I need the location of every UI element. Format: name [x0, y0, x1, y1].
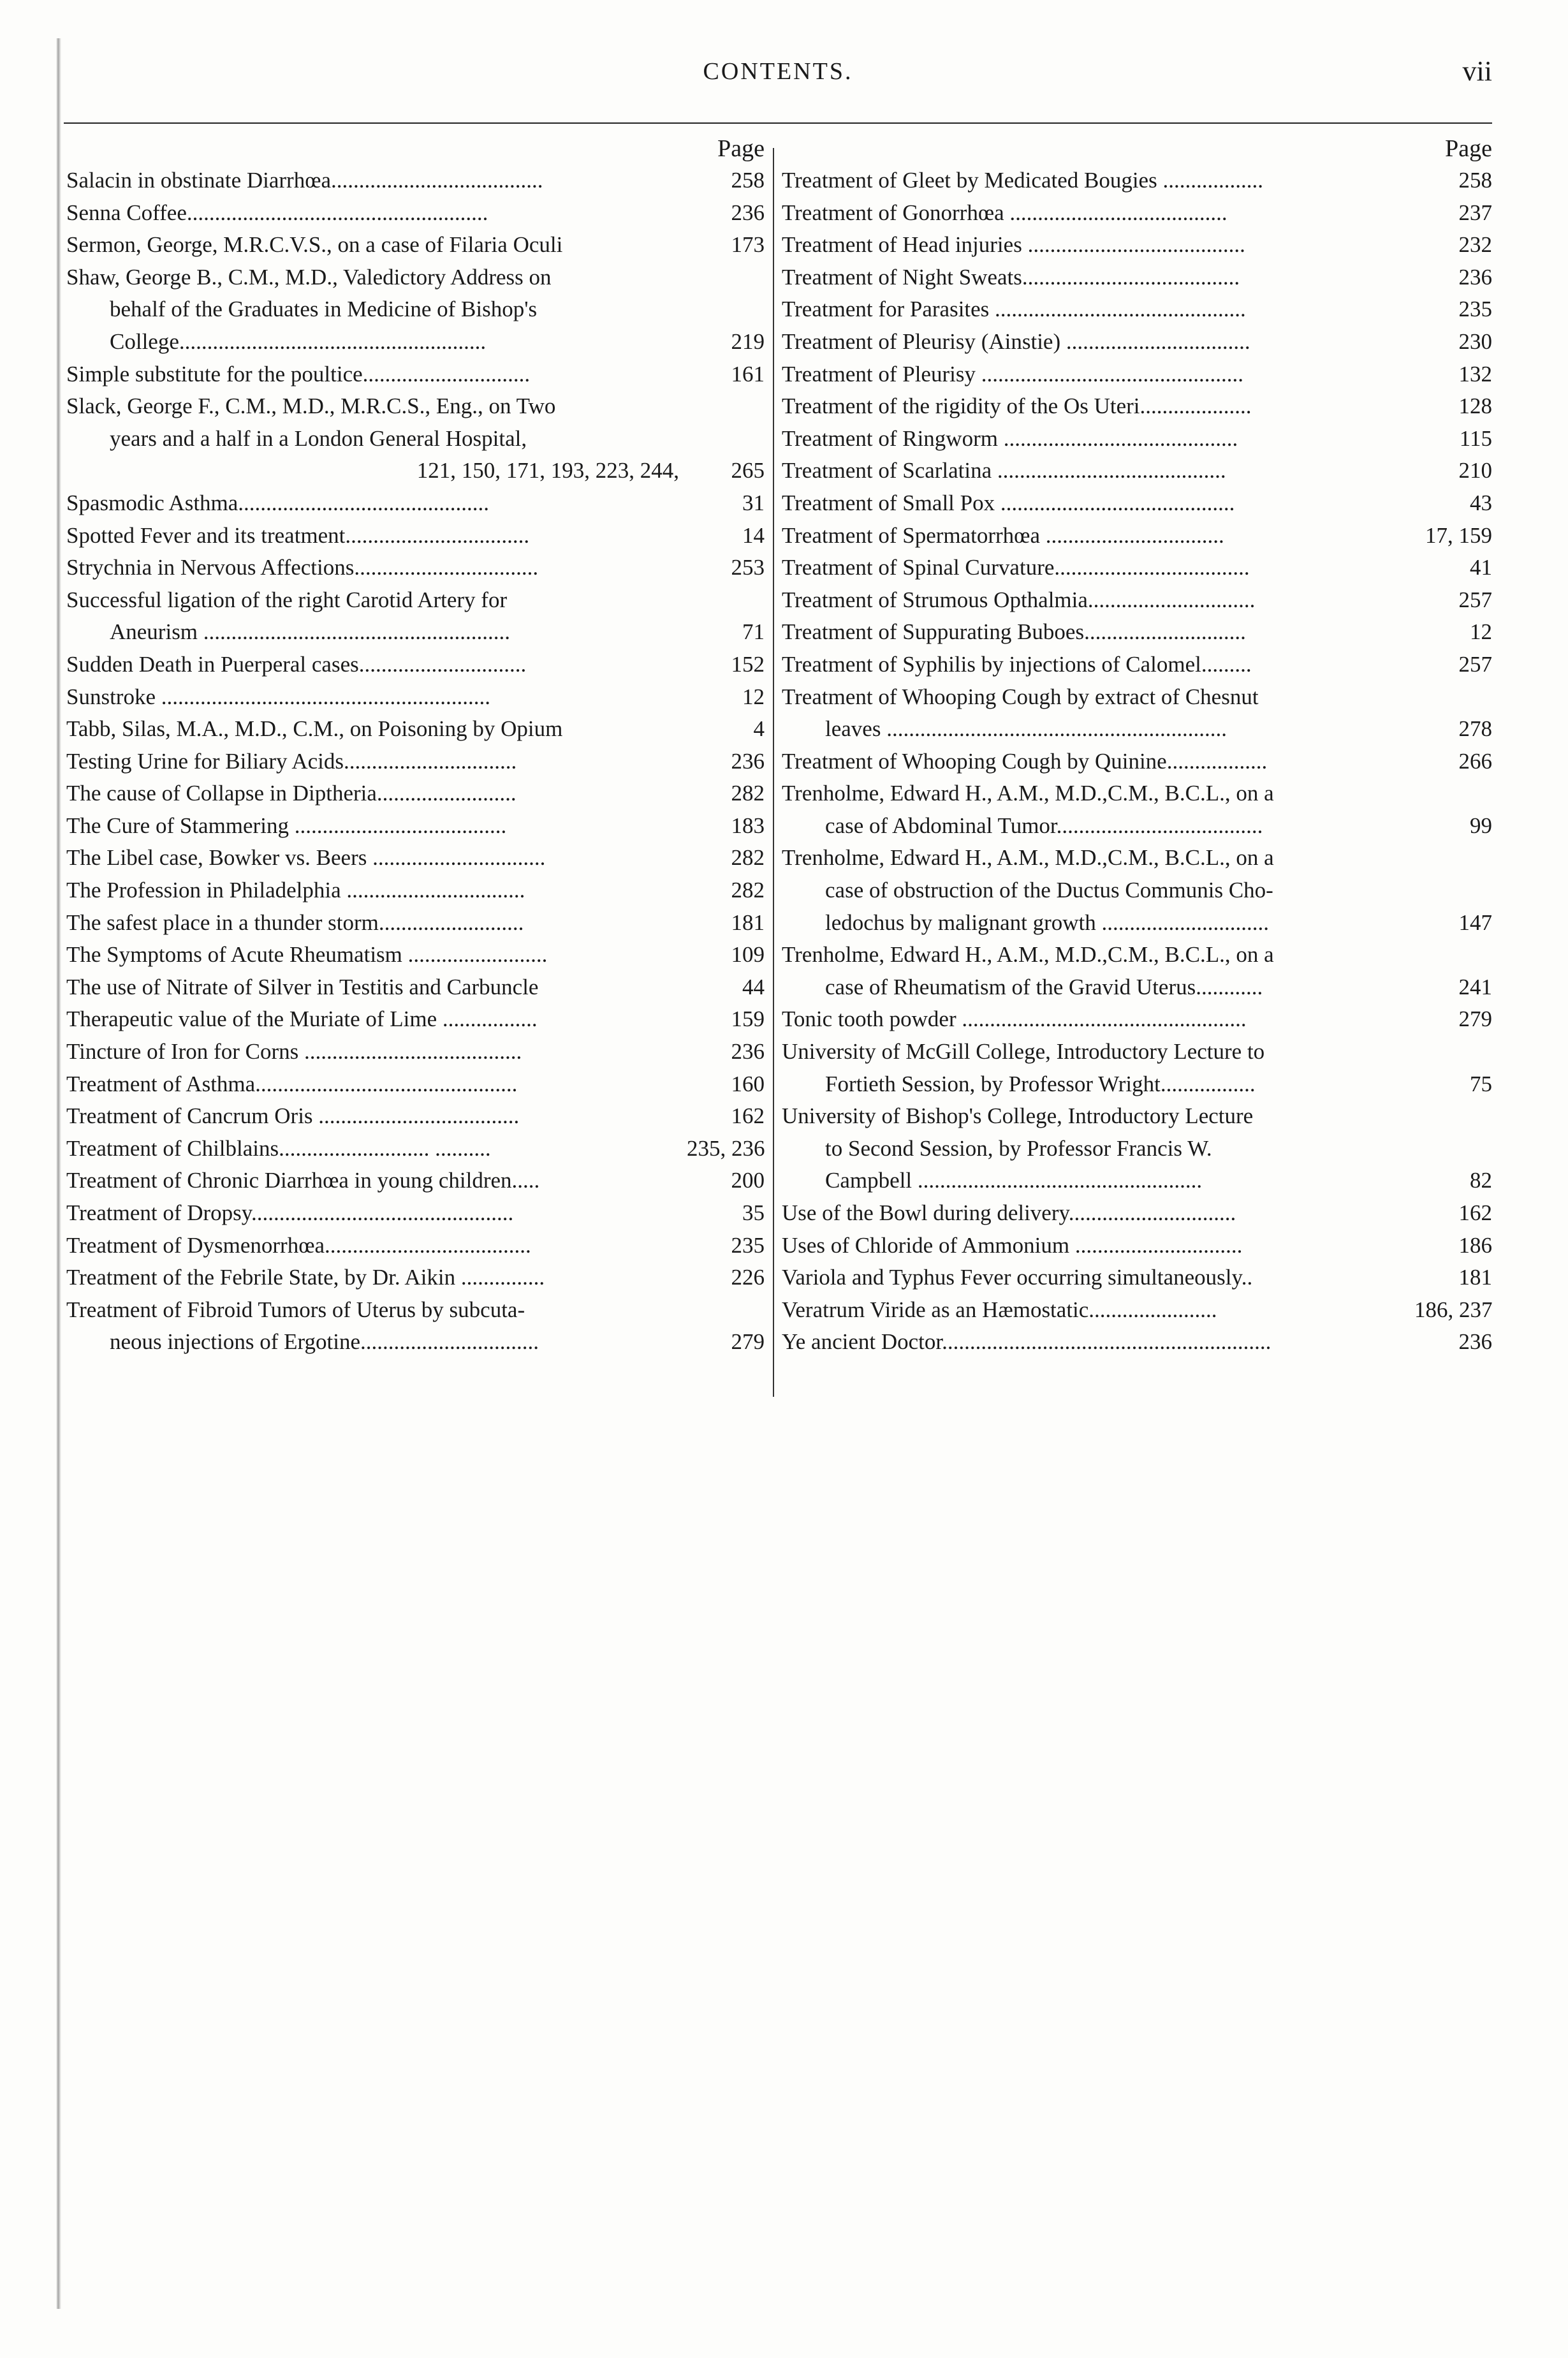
entry-page-number: 115: [1459, 425, 1492, 451]
entry-page-number: 186: [1458, 1232, 1492, 1258]
index-entry: [782, 1262, 1492, 1294]
entry-text: Treatment of Spermatorrhœa ................................: [782, 522, 1224, 548]
entry-text: The safest place in a thunder storm..........................: [66, 910, 524, 935]
entry-page-number: 99: [1470, 813, 1492, 838]
index-entry: [782, 1326, 1492, 1359]
entry-page-number: 258: [1458, 168, 1492, 193]
entry-text: University of Bishop's College, Introductory Lecture: [782, 1103, 1254, 1129]
entry-text: University of McGill College, Introductory Lecture to: [782, 1039, 1265, 1065]
entry-page-number: 31: [742, 490, 765, 515]
index-entry: [782, 455, 1492, 487]
entry-page-number: 258: [731, 168, 765, 193]
entry-page-number: 235: [1458, 297, 1492, 322]
entry-page-number: 282: [731, 845, 765, 871]
entry-text: Treatment of Asthma...............................................: [66, 1071, 518, 1096]
entry-text: Treatment of Cancrum Oris ....................................: [66, 1103, 520, 1129]
entry-page-number: 147: [1458, 910, 1492, 935]
entry-text: Treatment of Strumous Opthalmia..............................: [782, 587, 1256, 612]
index-entry: [66, 1100, 765, 1133]
entry-text: The Libel case, Bowker vs. Beers ...............................: [66, 845, 546, 871]
index-entry: [782, 165, 1492, 197]
index-entry: [782, 971, 1492, 1004]
entry-text: Treatment of Ringworm ..........................................: [782, 425, 1238, 451]
entry-text: Simple substitute for the poultice..............................: [66, 361, 531, 387]
index-entry: [66, 842, 765, 874]
entry-page-number: 279: [731, 1329, 765, 1355]
entry-page-number: 181: [1458, 1265, 1492, 1290]
entry-text: Treatment of Dropsy...............................................: [66, 1200, 514, 1225]
entry-text: College.......................................................: [110, 328, 487, 354]
entry-page-number: 241: [1458, 974, 1492, 999]
entry-page-number: 12: [742, 684, 765, 709]
entry-page-number: 159: [731, 1006, 765, 1032]
entry-page-number: 162: [1458, 1200, 1492, 1225]
index-entry: [782, 1133, 1492, 1165]
entry-page-number: 279: [1458, 1006, 1492, 1032]
entry-page-number: 181: [731, 910, 765, 935]
entry-text: case of Abdominal Tumor.....................................: [825, 813, 1263, 838]
index-entry: [66, 197, 765, 230]
entry-text: The cause of Collapse in Diptheria.........................: [66, 781, 517, 806]
index-entry: [66, 810, 765, 843]
index-entry: [66, 713, 765, 746]
entry-text: Sudden Death in Puerperal cases..............................: [66, 651, 527, 677]
entry-text: Treatment for Parasites .............................................: [782, 297, 1246, 322]
index-entry: [66, 746, 765, 778]
entry-page-number: 44: [742, 974, 765, 999]
left-entry-list: [66, 165, 765, 1359]
index-entry: [66, 423, 765, 455]
index-entry: [782, 197, 1492, 230]
entry-text: Use of the Bowl during delivery..............................: [782, 1200, 1236, 1225]
entry-text: Trenholme, Edward H., A.M., M.D.,C.M., B.C.L., on a: [782, 781, 1274, 806]
index-entry: [66, 1262, 765, 1294]
index-entry: [782, 487, 1492, 520]
index-entry: [66, 165, 765, 197]
index-entry: [782, 390, 1492, 423]
entry-page-number: 183: [731, 813, 765, 838]
index-entry: [782, 423, 1492, 455]
entry-page-number: 4: [753, 716, 765, 742]
entry-page-number: 282: [731, 781, 765, 806]
entry-text: Successful ligation of the right Carotid Artery for: [66, 587, 508, 612]
entry-page-number: 266: [1458, 748, 1492, 774]
entry-text: Treatment of Scarlatina .........................................: [782, 458, 1226, 483]
entry-text: Campbell ...................................................: [825, 1168, 1203, 1193]
index-entry: [782, 358, 1492, 391]
index-entry: [66, 649, 765, 681]
index-entry: [66, 1133, 765, 1165]
entry-page-number: 257: [1458, 651, 1492, 677]
entry-text: The Profession in Philadelphia ................................: [66, 878, 525, 903]
entry-text: Treatment of Pleurisy ...............................................: [782, 361, 1243, 387]
index-entry: [66, 777, 765, 810]
entry-page-number: 237: [1458, 200, 1492, 225]
entry-text: Veratrum Viride as an Hæmostatic.......................: [782, 1297, 1217, 1322]
entry-text: Treatment of Whooping Cough by extract of Chesnut: [782, 684, 1259, 709]
running-head: [64, 51, 1492, 96]
entry-text: years and a half in a London General Hospital,: [110, 425, 527, 451]
entry-page-number: 109: [731, 942, 765, 968]
index-entry: [66, 1230, 765, 1262]
contents-index: [66, 133, 1492, 1402]
page-title: CONTENTS.: [703, 58, 853, 85]
entry-text: Spotted Fever and its treatment.................................: [66, 522, 530, 548]
entry-page-number: 161: [731, 361, 765, 387]
index-entry: [66, 552, 765, 584]
entry-text: Treatment of the rigidity of the Os Uteri....................: [782, 394, 1252, 419]
index-entry: [782, 1036, 1492, 1068]
entry-text: Fortieth Session, by Professor Wright.................: [825, 1071, 1256, 1096]
index-entry: [782, 1197, 1492, 1230]
entry-text: case of obstruction of the Ductus Communis Cho-: [825, 878, 1273, 903]
entry-page-number: 152: [731, 651, 765, 677]
index-entry: [66, 1003, 765, 1036]
index-entry: [66, 358, 765, 391]
entry-text: Treatment of Chilblains........................... ..........: [66, 1135, 491, 1161]
entry-text: Salacin in obstinate Diarrhœa......................................: [66, 168, 543, 193]
entry-text: The use of Nitrate of Silver in Testitis and Carbuncle: [66, 974, 539, 999]
entry-page-number: 82: [1470, 1168, 1492, 1193]
page-column-label: Page: [1445, 135, 1492, 162]
left-column: [66, 133, 765, 1402]
entry-text: Uses of Chloride of Ammonium ..............................: [782, 1232, 1243, 1258]
entry-page-number: 17, 159: [1425, 522, 1492, 548]
entry-page-number: 41: [1470, 555, 1492, 580]
entry-text: Testing Urine for Biliary Acids...............................: [66, 748, 517, 774]
entry-page-number: 226: [731, 1265, 765, 1290]
index-entry: [66, 326, 765, 358]
entry-text: Treatment of Chronic Diarrhœa in young children.....: [66, 1168, 540, 1193]
entry-text: Treatment of the Febrile State, by Dr. Aikin ...............: [66, 1265, 545, 1290]
index-entry: [66, 939, 765, 971]
page-edge-shadow: [56, 38, 61, 2309]
index-entry: [66, 1197, 765, 1230]
index-entry: [782, 1230, 1492, 1262]
entry-text: Spasmodic Asthma.............................................: [66, 490, 490, 515]
index-entry: [782, 1294, 1492, 1327]
index-entry: [782, 520, 1492, 552]
entry-text: 121, 150, 171, 193, 223, 244,: [416, 458, 679, 483]
entry-page-number: 132: [1458, 361, 1492, 387]
index-entry: [66, 681, 765, 714]
page-column-label: Page: [717, 135, 765, 162]
entry-page-number: 232: [1458, 232, 1492, 258]
entry-page-number: 236: [1458, 264, 1492, 290]
entry-page-number: 282: [731, 878, 765, 903]
index-entry: [782, 874, 1492, 907]
right-column: [782, 133, 1492, 1402]
entry-page-number: 230: [1458, 328, 1492, 354]
index-entry: [66, 874, 765, 907]
index-entry: [782, 262, 1492, 294]
entry-text: Treatment of Spinal Curvature...................................: [782, 555, 1250, 580]
index-entry: [66, 1068, 765, 1101]
entry-text: Variola and Typhus Fever occurring simultaneously..: [782, 1265, 1253, 1290]
entry-page-number: 14: [742, 522, 765, 548]
entry-text: neous injections of Ergotine................................: [110, 1329, 539, 1355]
index-entry: [782, 1068, 1492, 1101]
index-entry: [66, 907, 765, 940]
entry-page-number: 236: [731, 1039, 765, 1065]
entry-text: Tincture of Iron for Corns .......................................: [66, 1039, 522, 1065]
index-entry: [782, 1003, 1492, 1036]
index-entry: [782, 326, 1492, 358]
entry-page-number: 173: [731, 232, 765, 258]
index-entry: [782, 1165, 1492, 1197]
entry-page-number: 278: [1458, 716, 1492, 742]
entry-text: Treatment of Suppurating Buboes.............................: [782, 619, 1246, 645]
entry-page-number: 160: [731, 1071, 765, 1096]
index-entry: [66, 390, 765, 423]
index-entry: [66, 262, 765, 294]
entry-text: Senna Coffee......................................................: [66, 200, 488, 225]
entry-text: Treatment of Whooping Cough by Quinine..................: [782, 748, 1268, 774]
entry-page-number: 253: [731, 555, 765, 580]
index-entry: [782, 584, 1492, 617]
entry-page-number: 235: [731, 1232, 765, 1258]
index-entry: [782, 1100, 1492, 1133]
entry-page-number: 12: [1470, 619, 1492, 645]
entry-text: Shaw, George B., C.M., M.D., Valedictory Address on: [66, 264, 552, 290]
entry-text: Treatment of Pleurisy (Ainstie) .................................: [782, 328, 1250, 354]
index-entry: [782, 649, 1492, 681]
entry-text: Strychnia in Nervous Affections.................................: [66, 555, 539, 580]
index-entry: [782, 746, 1492, 778]
entry-text: Therapeutic value of the Muriate of Lime .................: [66, 1006, 538, 1032]
entry-text: Aneurism .......................................................: [110, 619, 511, 645]
entry-text: Slack, George F., C.M., M.D., M.R.C.S., Eng., on Two: [66, 394, 556, 419]
entry-text: Trenholme, Edward H., A.M., M.D.,C.M., B.C.L., on a: [782, 942, 1274, 968]
entry-text: Treatment of Night Sweats.......................................: [782, 264, 1240, 290]
entry-text: to Second Session, by Professor Francis W.: [825, 1135, 1212, 1161]
entry-text: The Cure of Stammering ......................................: [66, 813, 507, 838]
entry-text: Treatment of Gleet by Medicated Bougies ..................: [782, 168, 1263, 193]
entry-page-number: 186, 237: [1414, 1297, 1493, 1322]
entry-page-number: 236: [731, 200, 765, 225]
index-entry: [782, 552, 1492, 584]
index-entry: [66, 293, 765, 326]
entry-page-number: 71: [742, 619, 765, 645]
entry-page-number: 236: [1458, 1329, 1492, 1355]
index-entry: [66, 584, 765, 617]
index-entry: [782, 939, 1492, 971]
entry-text: Tonic tooth powder ...................................................: [782, 1006, 1247, 1032]
index-entry: [66, 487, 765, 520]
entry-page-number: 219: [731, 328, 765, 354]
index-entry: [782, 616, 1492, 649]
entry-text: Treatment of Gonorrhœa .......................................: [782, 200, 1227, 225]
entry-page-number: 235, 236: [687, 1135, 765, 1161]
entry-text: Treatment of Small Pox ..........................................: [782, 490, 1235, 515]
entry-page-number: 257: [1458, 587, 1492, 612]
index-entry: [66, 520, 765, 552]
entry-text: Treatment of Fibroid Tumors of Uterus by subcuta-: [66, 1297, 525, 1322]
entry-text: Tabb, Silas, M.A., M.D., C.M., on Poisoning by Opium: [66, 716, 563, 742]
entry-page-number: 236: [731, 748, 765, 774]
entry-text: Treatment of Syphilis by injections of Calomel.........: [782, 651, 1252, 677]
column-divider: [773, 148, 774, 1397]
entry-text: Sunstroke ...........................................................: [66, 684, 490, 709]
entry-page-number: 200: [731, 1168, 765, 1193]
index-entry: [66, 616, 765, 649]
entry-page-number: 35: [742, 1200, 765, 1225]
index-entry: [66, 1165, 765, 1197]
entry-text: Treatment of Dysmenorrhœa.....................................: [66, 1232, 531, 1258]
page-number: vii: [1462, 55, 1492, 87]
index-entry: [782, 229, 1492, 262]
entry-text: case of Rheumatism of the Gravid Uterus............: [825, 974, 1263, 999]
index-entry: [66, 229, 765, 262]
entry-text: The Symptoms of Acute Rheumatism .........................: [66, 942, 548, 968]
index-entry: [782, 293, 1492, 326]
entry-page-number: 43: [1470, 490, 1492, 515]
index-entry: [782, 777, 1492, 810]
entry-text: behalf of the Graduates in Medicine of Bishop's: [110, 297, 538, 322]
entry-text: ledochus by malignant growth ..............................: [825, 910, 1270, 935]
entry-text: Trenholme, Edward H., A.M., M.D.,C.M., B.C.L., on a: [782, 845, 1274, 871]
entry-page-number: 162: [731, 1103, 765, 1129]
index-entry: [782, 810, 1492, 843]
index-entry: [66, 1036, 765, 1068]
index-entry: [782, 713, 1492, 746]
index-entry: [782, 842, 1492, 874]
index-entry: [66, 1294, 765, 1327]
index-entry: [66, 971, 765, 1004]
index-entry: [782, 681, 1492, 714]
right-entry-list: [782, 165, 1492, 1359]
entry-text: Sermon, George, M.R.C.V.S., on a case of Filaria Oculi: [66, 232, 563, 258]
entry-page-number: 75: [1470, 1071, 1492, 1096]
index-entry: [782, 907, 1492, 940]
entry-page-number: 265: [731, 458, 765, 483]
entry-text: Treatment of Head injuries .......................................: [782, 232, 1245, 258]
index-entry: [66, 455, 765, 487]
index-entry: [66, 1326, 765, 1359]
entry-text: Ye ancient Doctor...........................................................: [782, 1329, 1271, 1355]
header-rule: [64, 122, 1492, 124]
entry-page-number: 128: [1458, 394, 1492, 419]
entry-page-number: 210: [1458, 458, 1492, 483]
entry-text: leaves .............................................................: [825, 716, 1227, 742]
